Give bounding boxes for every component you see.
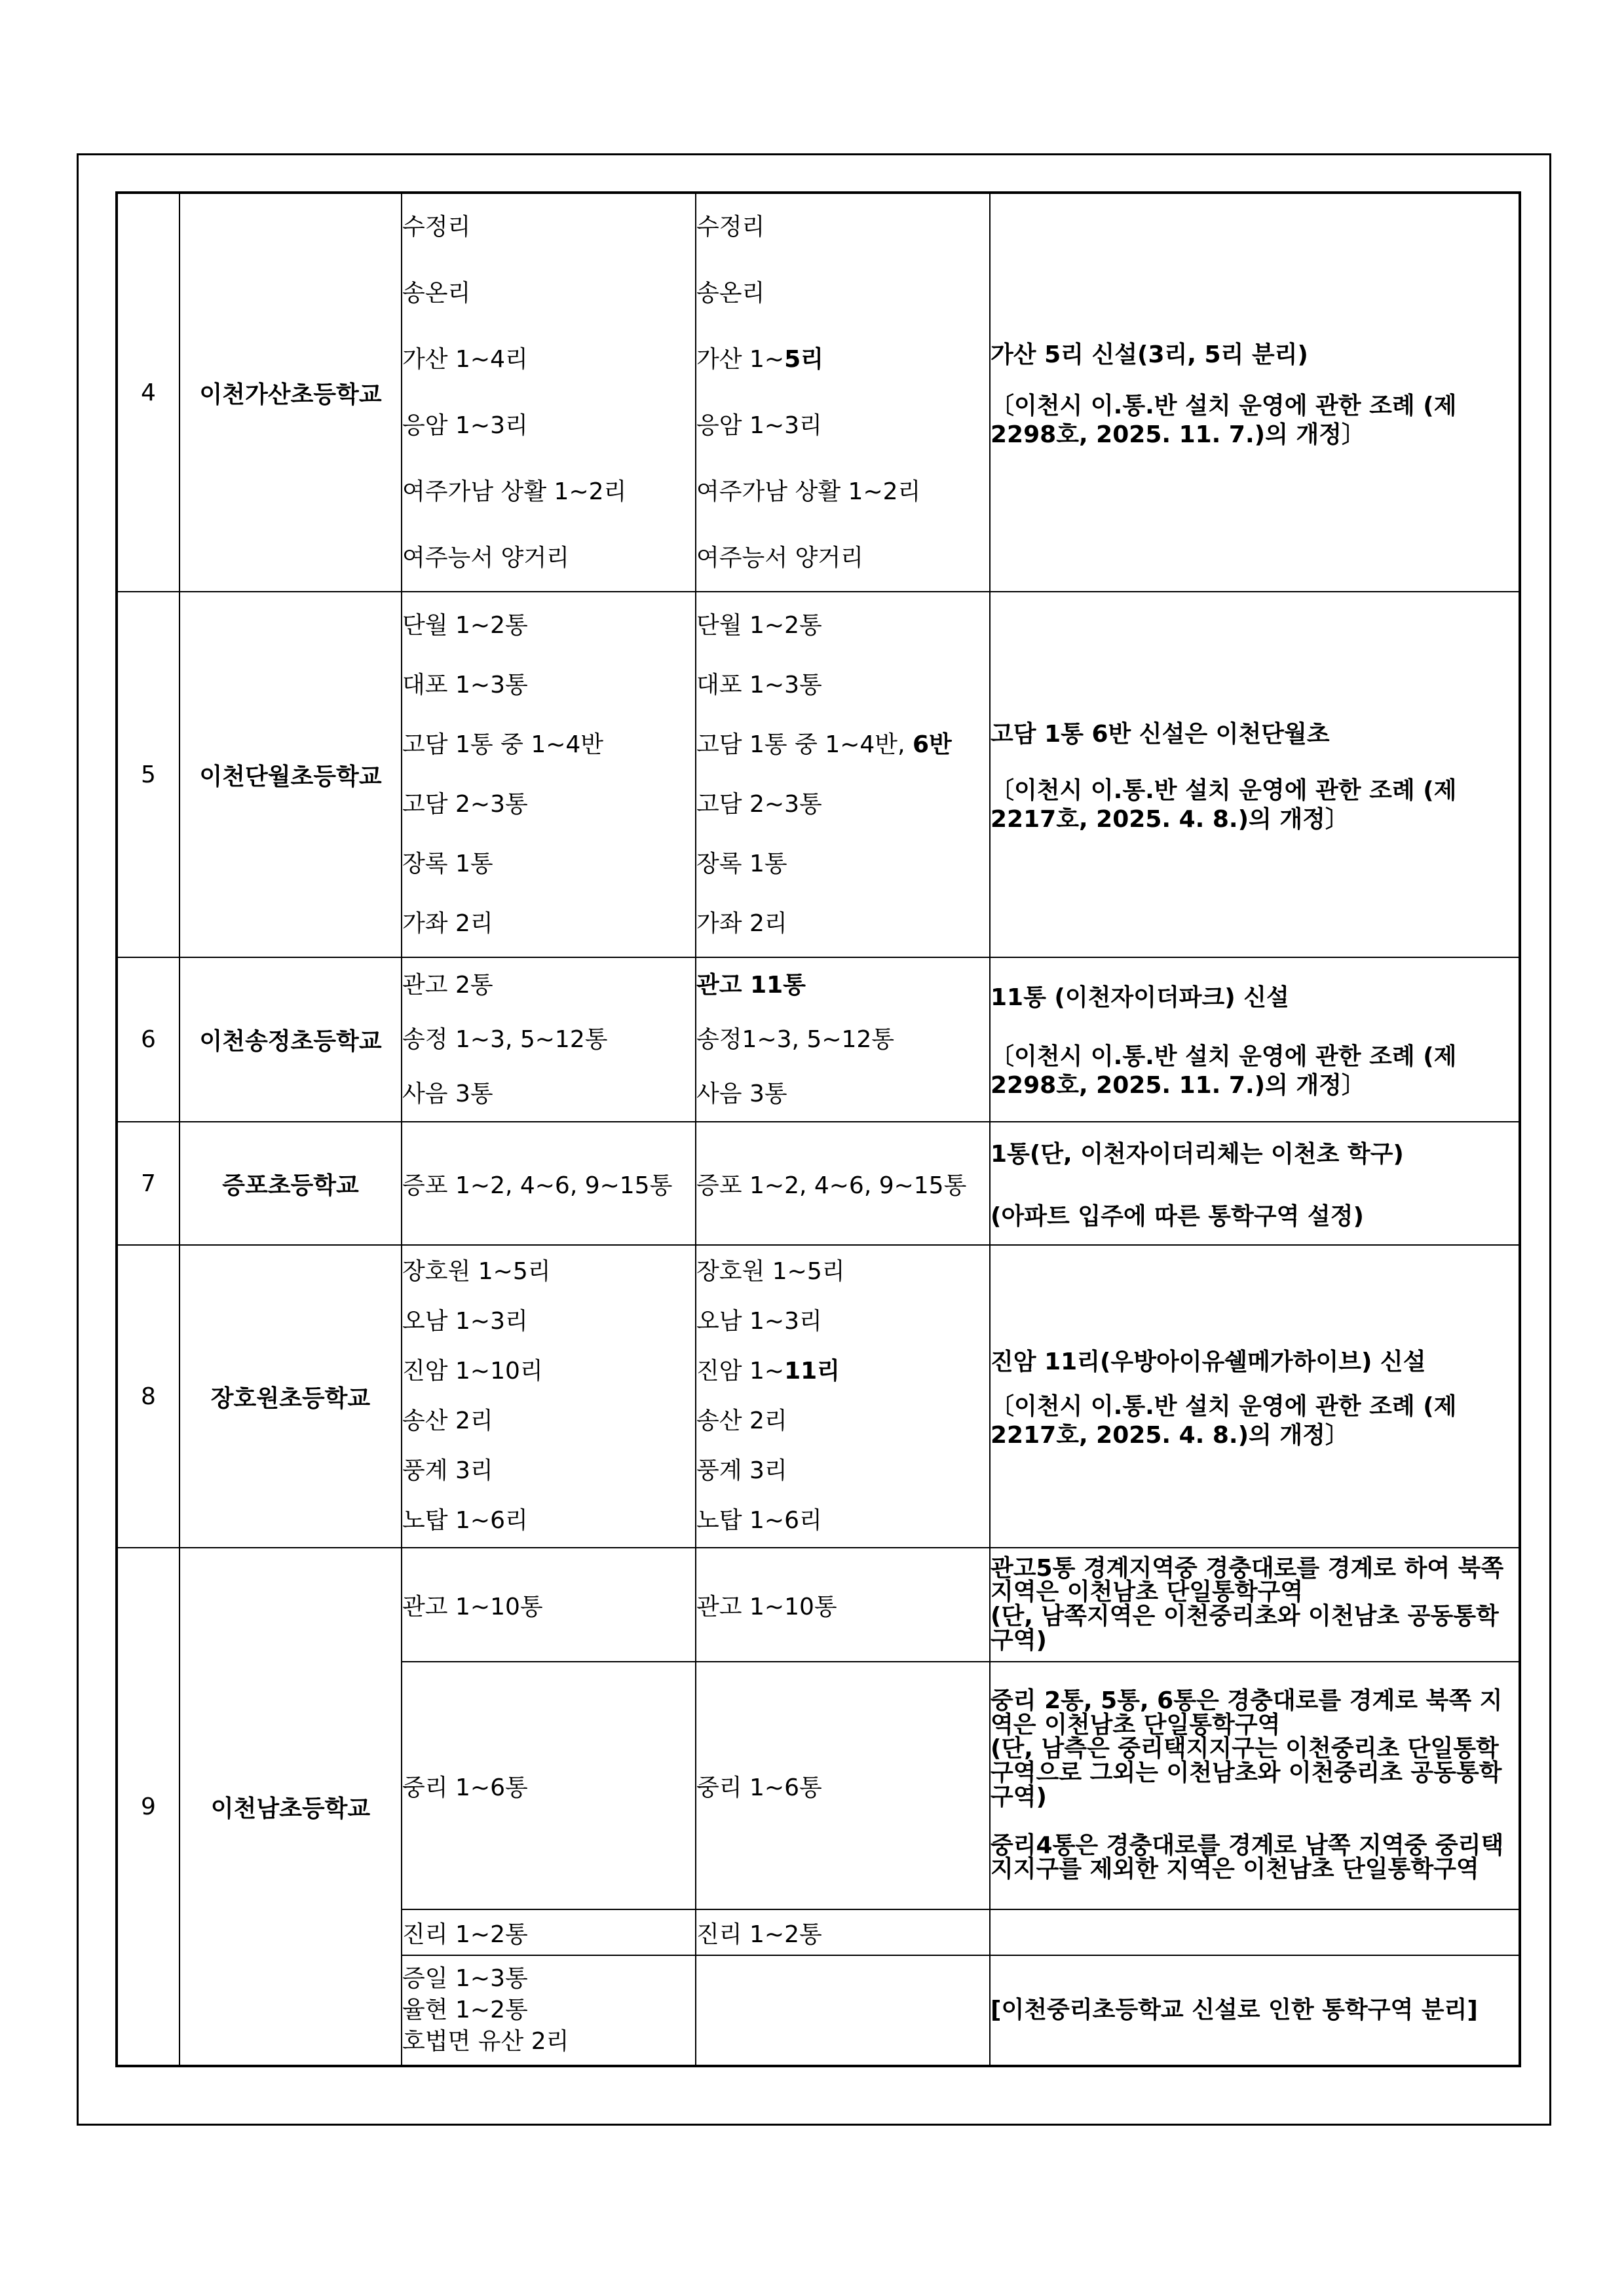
note-title: 진암 11리(우방아이유쉘메가하이브) 신설 — [991, 1348, 1426, 1375]
area-item: 송산 2리 — [696, 1407, 787, 1434]
after-areas — [696, 592, 990, 957]
area-item: 중리 1~6통 — [402, 1774, 528, 1801]
note-line: 관고5통 경계지역중 경충대로를 경계로 하여 북쪽지역은 이천남초 단일통학구역 — [991, 1554, 1504, 1606]
note-cell — [990, 1548, 1520, 1662]
area-item: 장호원 1~5리 — [696, 1258, 845, 1285]
area-item: 여주능서 양거리 — [696, 545, 863, 571]
area-item: 증포 1~2, 4~6, 9~15통 — [402, 1172, 673, 1199]
area-item: 진리 1~2통 — [696, 1921, 822, 1948]
area-item: 관고 2통 — [402, 972, 493, 999]
table-row — [117, 1548, 1520, 1662]
note-cell — [990, 193, 1520, 592]
note-line: 중리 2통, 5통, 6통은 경충대로를 경계로 북쪽 지역은 이천남초 단일통학구역 — [991, 1687, 1503, 1738]
note-title: 고담 1통 6반 신설은 이천단월초 — [991, 720, 1330, 748]
school-district-table — [115, 191, 1521, 2067]
area-item: 장록 1통 — [696, 851, 787, 877]
area-item: 송산 2리 — [402, 1407, 493, 1434]
area-item: 고담 1통 중 1~4반, 6반 — [696, 731, 952, 758]
table-row — [117, 1122, 1520, 1245]
row-number: 6 — [117, 957, 179, 1122]
note-line: [이천중리초등학교 신설로 인한 통학구역 분리] — [991, 1996, 1478, 2023]
after-areas — [696, 1955, 990, 2066]
area-item: 수정리 — [402, 214, 471, 240]
row-number: 5 — [117, 592, 179, 957]
table-row — [117, 193, 1520, 592]
school-name: 이천송정초등학교 — [179, 957, 402, 1122]
after-areas — [696, 1122, 990, 1245]
area-item: 가산 1~4리 — [402, 346, 528, 373]
area-item: 고담 1통 중 1~4반 — [402, 731, 604, 758]
area-item: 장록 1통 — [402, 851, 493, 877]
after-areas — [696, 1909, 990, 1955]
area-item: 노탑 1~6리 — [402, 1507, 528, 1534]
row-number: 7 — [117, 1122, 179, 1245]
note-cell — [990, 1245, 1520, 1548]
area-item: 응암 1~3리 — [402, 412, 528, 439]
area-item: 중리 1~6통 — [696, 1774, 822, 1801]
after-areas — [696, 1245, 990, 1548]
area-item: 증일 1~3통 — [402, 1965, 528, 1992]
area-item: 수정리 — [696, 214, 765, 240]
after-areas — [696, 193, 990, 592]
changed-value: 6반 — [912, 731, 952, 758]
area-item: 사음 3통 — [696, 1081, 787, 1107]
table-row — [117, 1245, 1520, 1548]
area-item: 고담 2~3통 — [696, 791, 822, 818]
area-item: 진리 1~2통 — [402, 1921, 528, 1948]
after-areas — [696, 957, 990, 1122]
note-reference: (아파트 입주에 따른 통학구역 설정) — [991, 1203, 1364, 1230]
area-item: 장호원 1~5리 — [402, 1258, 551, 1285]
school-name: 이천남초등학교 — [179, 1548, 402, 2066]
area-item: 가좌 2리 — [696, 910, 787, 937]
before-areas — [402, 1245, 696, 1548]
note-line: (단, 남쪽지역은 이천중리초와 이천남초 공동통학구역) — [991, 1603, 1499, 1654]
row-number: 4 — [117, 193, 179, 592]
note-title: 1통(단, 이천자이더리체는 이천초 학구) — [991, 1141, 1404, 1168]
area-item: 오남 1~3리 — [696, 1308, 822, 1335]
area-item: 관고 1~10통 — [696, 1593, 837, 1620]
note-cell — [990, 1122, 1520, 1245]
area-item: 송정 1~3, 5~12통 — [402, 1026, 608, 1053]
school-name: 이천가산초등학교 — [179, 193, 402, 592]
note-reference: 〔이천시 이.통.반 설치 운영에 관한 조례 (제2217호, 2025. 4. 8.)의 개정〕 — [991, 776, 1457, 833]
row-number: 9 — [117, 1548, 179, 2066]
area-item: 관고 11통 — [696, 972, 806, 999]
note-title: 가산 5리 신설(3리, 5리 분리) — [991, 341, 1308, 368]
area-item: 가산 1~5리 — [696, 346, 823, 373]
changed-value: 5리 — [784, 346, 823, 373]
area-item: 진암 1~11리 — [696, 1358, 840, 1385]
note-cell — [990, 1662, 1520, 1909]
note-reference: 〔이천시 이.통.반 설치 운영에 관한 조례 (제2217호, 2025. 4. 8.)의 개정〕 — [991, 1392, 1457, 1449]
changed-value: 11리 — [784, 1358, 840, 1385]
area-item: 여주가남 상활 1~2리 — [402, 478, 627, 505]
area-item: 여주능서 양거리 — [402, 545, 569, 571]
note-reference: 〔이천시 이.통.반 설치 운영에 관한 조례 (제2298호, 2025. 11. 7.)의 개정〕 — [991, 1043, 1457, 1099]
area-item: 고담 2~3통 — [402, 791, 528, 818]
area-item: 단월 1~2통 — [696, 612, 822, 639]
area-item: 송온리 — [696, 280, 765, 307]
area-item: 율현 1~2통 — [402, 1997, 528, 2023]
before-areas — [402, 1548, 696, 1662]
table-row — [117, 592, 1520, 957]
note-line: (단, 남측은 중리택지지구는 이천중리초 단일통학구역으로 그외는 이천남초와 이천중리초 공동통학구역) — [991, 1735, 1502, 1810]
school-name: 장호원초등학교 — [179, 1245, 402, 1548]
area-item: 관고 1~10통 — [402, 1593, 543, 1620]
note-cell — [990, 1909, 1520, 1955]
area-item: 노탑 1~6리 — [696, 1507, 822, 1534]
note-cell — [990, 592, 1520, 957]
school-name: 이천단월초등학교 — [179, 592, 402, 957]
before-areas — [402, 1909, 696, 1955]
note-line: 중리4통은 경충대로를 경계로 남쪽 지역중 중리택지지구를 제외한 지역은 이천남초 단일통학구역 — [991, 1831, 1504, 1883]
area-item: 대포 1~3통 — [696, 672, 822, 698]
area-item: 응암 1~3리 — [696, 412, 822, 439]
area-item: 오남 1~3리 — [402, 1308, 528, 1335]
after-areas — [696, 1548, 990, 1662]
table-row — [117, 957, 1520, 1122]
before-areas — [402, 592, 696, 957]
area-item: 송정1~3, 5~12통 — [696, 1026, 895, 1053]
before-areas — [402, 957, 696, 1122]
school-name: 증포초등학교 — [179, 1122, 402, 1245]
note-reference: 〔이천시 이.통.반 설치 운영에 관한 조례 (제2298호, 2025. 11. 7.)의 개정〕 — [991, 392, 1457, 448]
note-cell — [990, 1955, 1520, 2066]
area-item: 증포 1~2, 4~6, 9~15통 — [696, 1172, 967, 1199]
area-item: 송온리 — [402, 280, 471, 307]
area-item: 진암 1~10리 — [402, 1358, 543, 1385]
area-item: 가좌 2리 — [402, 910, 493, 937]
area-item: 풍계 3리 — [402, 1457, 493, 1484]
area-item: 여주가남 상활 1~2리 — [696, 478, 921, 505]
area-item: 단월 1~2통 — [402, 612, 528, 639]
before-areas — [402, 1955, 696, 2066]
area-item: 대포 1~3통 — [402, 672, 528, 698]
note-cell — [990, 957, 1520, 1122]
before-areas — [402, 1662, 696, 1909]
row-number: 8 — [117, 1245, 179, 1548]
after-areas — [696, 1662, 990, 1909]
before-areas — [402, 193, 696, 592]
note-title: 11통 (이천자이더파크) 신설 — [991, 984, 1289, 1011]
area-item: 풍계 3리 — [696, 1457, 787, 1484]
before-areas — [402, 1122, 696, 1245]
area-item: 호법면 유산 2리 — [402, 2028, 569, 2055]
area-item: 사음 3통 — [402, 1081, 493, 1107]
